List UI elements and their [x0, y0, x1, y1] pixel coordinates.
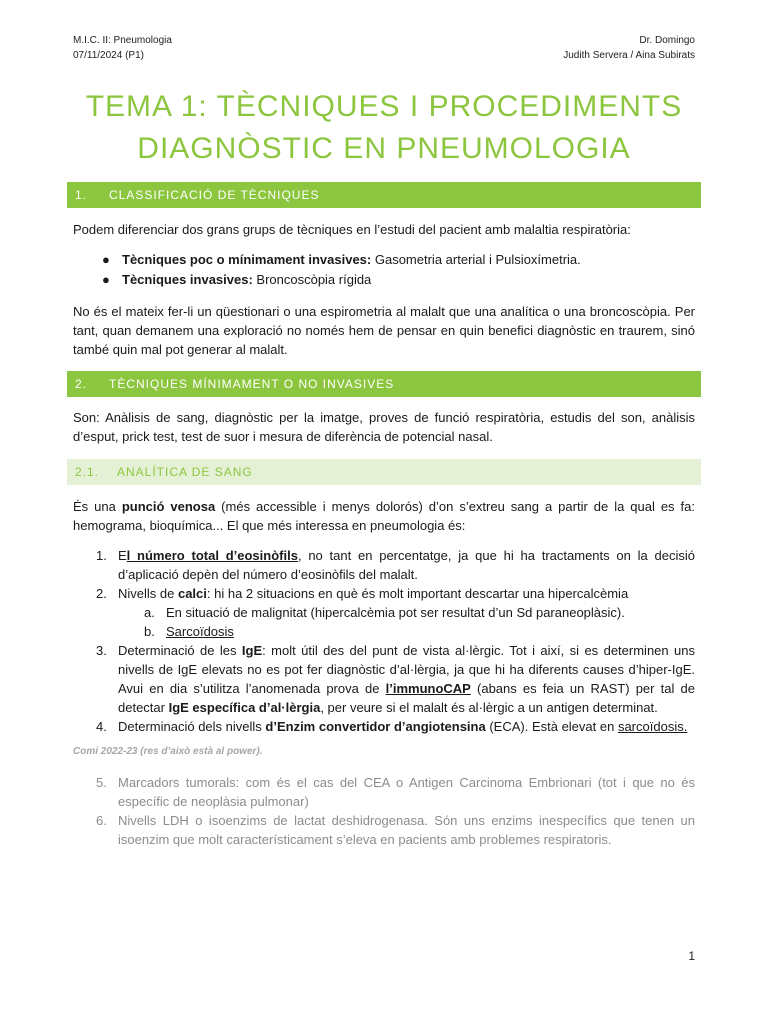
section-2-1-paragraph: És una punció venosa (més accessible i menys dolorós) d’on s’extreu sang a partir de la qual es fa: hemograma, bioquímica... El que més interessa en pneumologia és: — [73, 499, 695, 533]
list-item: ● Tècniques invasives: Broncoscòpia rígida — [98, 270, 698, 290]
title-line-2: DIAGNÒSTIC EN PNEUMOLOGIA — [137, 132, 631, 165]
section-1-intro: Podem diferenciar dos grans grups de tècniques en l’estudi del pacient amb malaltia respiratòria: — [73, 222, 631, 237]
technique-bullet-list — [98, 250, 698, 290]
section-2-paragraph: Son: Anàlisis de sang, diagnòstic per la imatge, proves de funció respiratòria, estudis del son, anàlisis d’esput, prick test, test de suor i mesura de diferència de potencial nasal. — [73, 410, 695, 444]
list-item: 1. El número total d’eosinòfils, no tant en percentatge, ja que hi ha tractaments on la decisió d’aplicació depèn del número d’eosinòfils del malalt. — [96, 548, 695, 582]
section-title: ANALÍTICA DE SANG — [117, 465, 253, 479]
header-left — [73, 33, 172, 63]
section-title: CLASSIFICACIÓ DE TÈCNIQUES — [109, 188, 320, 202]
list-item: 4. Determinació dels nivells d’Enzim convertidor d’angiotensina (ECA). Està elevat en sarcoïdosis. — [96, 719, 688, 734]
section-title: TÈCNIQUES MÍNIMAMENT O NO INVASIVES — [109, 377, 395, 391]
authors: Judith Servera / Aina Subirats — [563, 50, 695, 61]
sub-list — [120, 603, 695, 641]
bullet-icon: ● — [102, 252, 110, 267]
section-2-heading — [67, 371, 701, 397]
page-title — [60, 86, 708, 170]
lecture-date: 07/11/2024 (P1) — [73, 50, 144, 61]
section-1-heading — [67, 182, 701, 208]
section-number: 1. — [75, 188, 88, 202]
source-note: Comi 2022-23 (res d’això està al power). — [73, 746, 263, 757]
list-item: 5. Marcadors tumorals: com és el cas del CEA o Antigen Carcinoma Embrionari (tot i que no és específic de neoplàsia pulmonar) — [96, 775, 695, 809]
section-1-paragraph: No és el mateix fer-li un qüestionari o una espirometria al malalt que una analítica o una broncoscòpia. Per tant, quan demanem una exploració no només hem de pensar en quin benefici diagnòstic en traurem, sinó també quin mal pot generar al malalt. — [73, 304, 695, 357]
title-line-1: TEMA 1: TÈCNIQUES I PROCEDIMENTS — [85, 90, 683, 123]
section-number: 2. — [75, 377, 88, 391]
section-2-1-heading — [67, 459, 701, 485]
list-item: 2. Nivells de calci: hi ha 2 situacions en què és molt important descartar una hipercalcèmia a. En situació de malignitat (hipercalcèmia pot ser resultat d’un Sd paraneoplàsic). b. Sarcoïdosis — [92, 584, 695, 641]
blood-test-list — [92, 546, 695, 736]
course-name: M.I.C. II: Pneumologia — [73, 35, 172, 46]
list-item: ● Tècniques poc o mínimament invasives: Gasometria arterial i Pulsioxímetria. — [98, 250, 698, 270]
extra-tests-list — [92, 773, 695, 849]
list-item: 3. Determinació de les IgE: molt útil des del punt de vista al·lèrgic. Tot i així, si es determinen uns nivells de IgE elevats no es pot fer diagnòstic d’al·lèrgia, ja que hi ha diferents causes d’hiper-IgE. Avui en dia s’utilitza l’anomenada prova de l’immunoCAP (abans es feia un RAST) per tal de detectar IgE específica d’al·lèrgia, per veure si el malalt és al·lèrgic a un antigen determinat. — [96, 643, 696, 715]
header-right — [563, 33, 695, 63]
teacher-name: Dr. Domingo — [639, 35, 695, 46]
page-number: 1 — [688, 949, 695, 963]
sub-list-item: b. Sarcoïdosis — [144, 624, 234, 639]
sub-list-item: a. En situació de malignitat (hipercalcèmia pot ser resultat d’un Sd paraneoplàsic). — [144, 605, 625, 620]
section-number: 2.1. — [75, 465, 100, 479]
list-item: 6. Nivells LDH o isoenzims de lactat deshidrogenasa. Són uns enzims inespecífics que tenen un isoenzim que molt característicament s’eleva en pacients amb problemes respiratoris. — [96, 813, 695, 847]
bullet-icon: ● — [102, 272, 110, 287]
